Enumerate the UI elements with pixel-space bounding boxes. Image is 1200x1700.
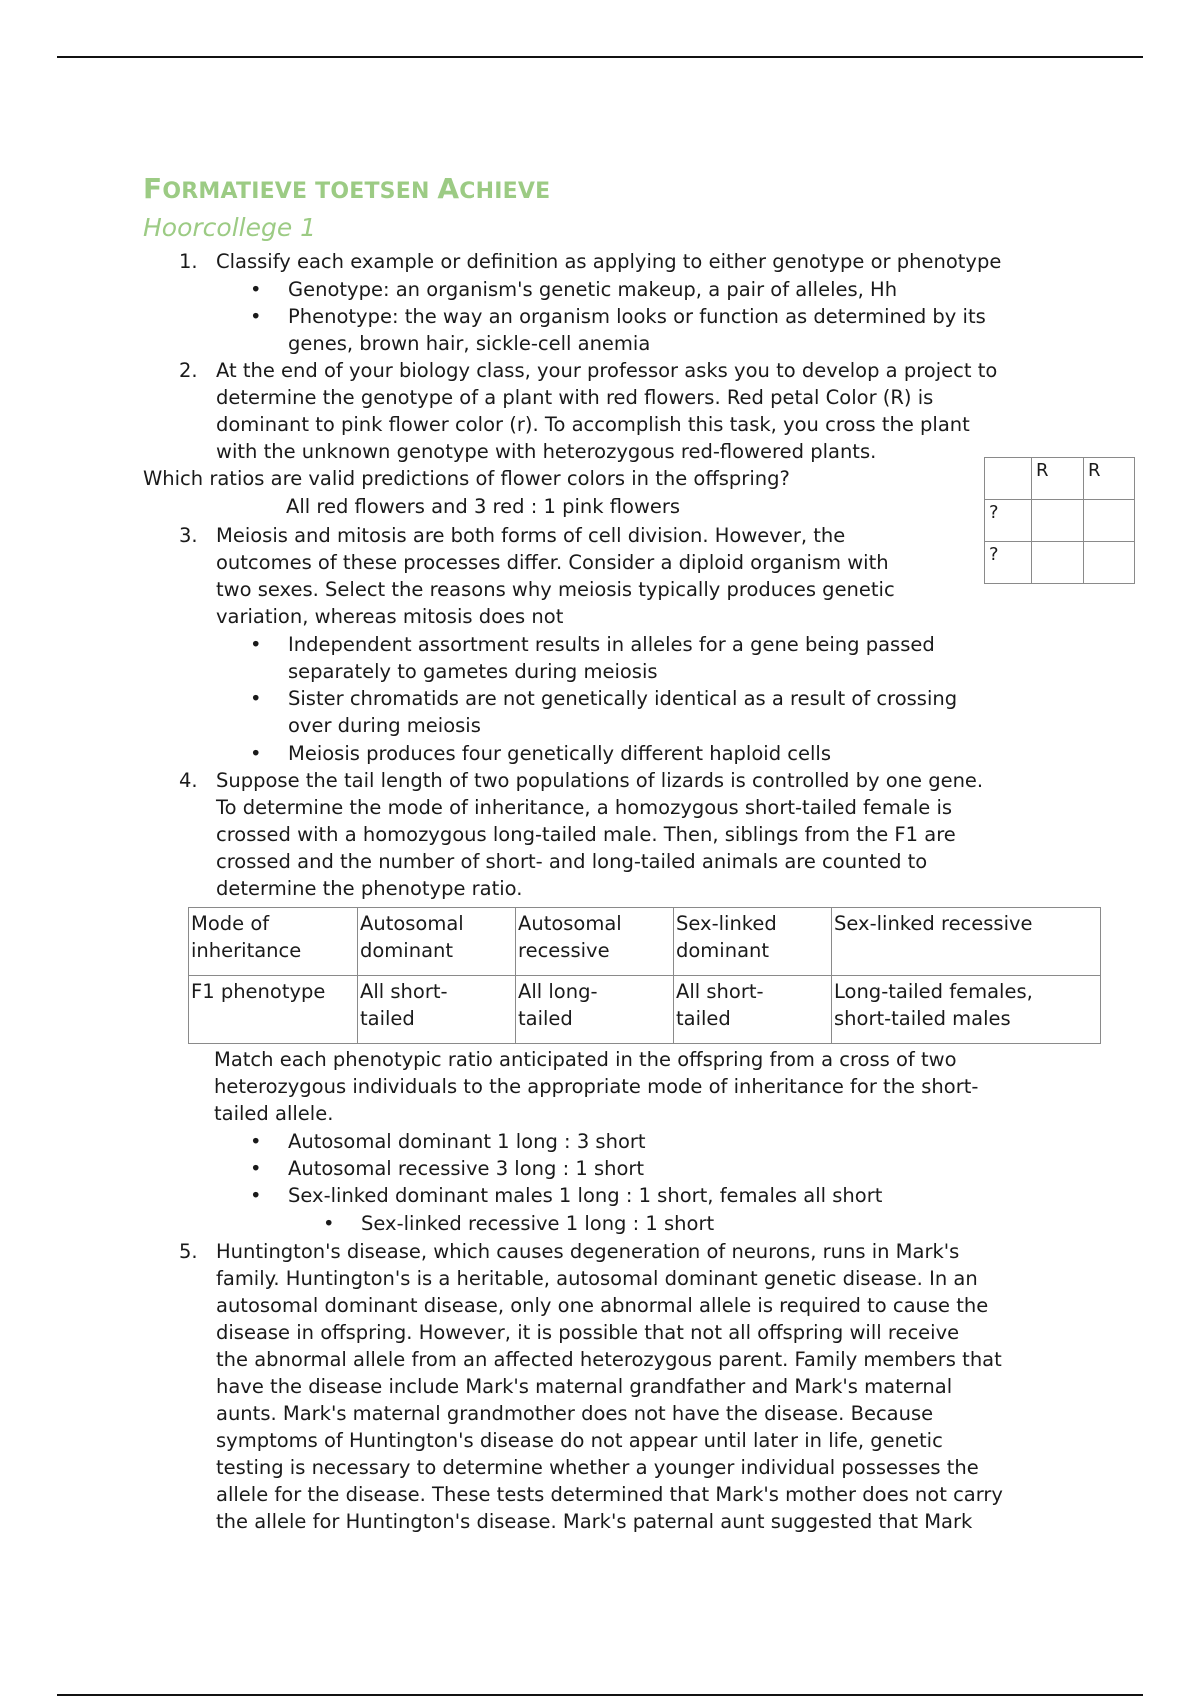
question-number: 5. — [179, 1240, 198, 1263]
question-text: variation, whereas mitosis does not — [216, 605, 564, 628]
table-row — [189, 976, 1101, 1044]
bullet-icon: • — [250, 278, 262, 301]
table-cell — [1032, 500, 1084, 542]
table-header-cell: Autosomal dominant — [358, 908, 516, 976]
question-text: the allele for Huntington's disease. Mark's paternal aunt suggested that Mark — [216, 1510, 973, 1533]
bottom-rule — [57, 1694, 1143, 1696]
list-item-continued: genes, brown hair, sickle-cell anemia — [288, 332, 651, 355]
list-item: Meiosis produces four genetically different haploid cells — [288, 742, 831, 765]
list-item: Sex-linked recessive 1 long : 1 short — [361, 1212, 715, 1235]
question-text: At the end of your biology class, your professor asks you to develop a project to — [216, 359, 998, 382]
table-cell: All short- tailed — [674, 976, 832, 1044]
bullet-icon: • — [250, 687, 262, 710]
list-item: Autosomal dominant 1 long : 3 short — [288, 1130, 646, 1153]
question-text: dominant to pink flower color (r). To accomplish this task, you cross the plant — [216, 413, 970, 436]
table-cell: R — [1084, 458, 1135, 500]
question-number: 1. — [179, 250, 198, 273]
table-cell: Long-tailed females, short-tailed males — [832, 976, 1101, 1044]
question-text: aunts. Mark's maternal grandmother does not have the disease. Because — [216, 1402, 934, 1425]
question-text: with the unknown genotype with heterozygous red-flowered plants. — [216, 440, 877, 463]
list-item: Phenotype: the way an organism looks or function as determined by its — [288, 305, 986, 328]
question-text: disease in offspring. However, it is possible that not all offspring will receive — [216, 1321, 960, 1344]
table-cell: ? — [985, 500, 1032, 542]
question-text: determine the phenotype ratio. — [216, 877, 523, 900]
question-number: 4. — [179, 769, 198, 792]
question-text: the abnormal allele from an affected heterozygous parent. Family members that — [216, 1348, 1002, 1371]
table-header-cell: Sex-linked dominant — [674, 908, 832, 976]
list-item: Genotype: an organism's genetic makeup, a pair of alleles, Hh — [288, 278, 898, 301]
bullet-icon: • — [250, 633, 262, 656]
bullet-icon: • — [250, 742, 262, 765]
table-header-cell: Mode of inheritance — [189, 908, 358, 976]
table-row — [985, 500, 1135, 542]
table-cell: F1 phenotype — [189, 976, 358, 1044]
question-text: testing is necessary to determine whether a younger individual possesses the — [216, 1456, 979, 1479]
punnett-square — [984, 457, 1135, 584]
list-item-continued: over during meiosis — [288, 714, 481, 737]
question-text: autosomal dominant disease, only one abnormal allele is required to cause the — [216, 1294, 989, 1317]
question-prompt: Which ratios are valid predictions of flower colors in the offspring? — [143, 467, 790, 490]
page-title: FORMATIEVE TOETSEN ACHIEVE — [143, 172, 551, 205]
table-row — [189, 908, 1101, 976]
bullet-icon: • — [250, 1157, 262, 1180]
question-text: Match each phenotypic ratio anticipated in the offspring from a cross of two — [214, 1048, 957, 1071]
question-text: Classify each example or definition as applying to either genotype or phenotype — [216, 250, 1002, 273]
question-text: outcomes of these processes differ. Consider a diploid organism with — [216, 551, 889, 574]
section-heading: Hoorcollege 1 — [143, 213, 317, 242]
table-cell — [1084, 500, 1135, 542]
question-text: Suppose the tail length of two populations of lizards is controlled by one gene. — [216, 769, 984, 792]
question-text: Huntington's disease, which causes degeneration of neurons, runs in Mark's — [216, 1240, 960, 1263]
table-header-cell: Autosomal recessive — [516, 908, 674, 976]
question-text: symptoms of Huntington's disease do not appear until later in life, genetic — [216, 1429, 943, 1452]
question-text: have the disease include Mark's maternal grandfather and Mark's maternal — [216, 1375, 953, 1398]
question-text: Meiosis and mitosis are both forms of cell division. However, the — [216, 524, 846, 547]
table-cell: All short- tailed — [358, 976, 516, 1044]
list-item-continued: separately to gametes during meiosis — [288, 660, 658, 683]
bullet-icon: • — [250, 1130, 262, 1153]
bullet-icon: • — [250, 305, 262, 328]
answer-text: All red flowers and 3 red : 1 pink flowers — [286, 495, 681, 518]
table-cell: All long- tailed — [516, 976, 674, 1044]
question-number: 3. — [179, 524, 198, 547]
bullet-icon: • — [323, 1212, 335, 1235]
table-cell: R — [1032, 458, 1084, 500]
question-text: family. Huntington's is a heritable, autosomal dominant genetic disease. In an — [216, 1267, 978, 1290]
table-cell — [985, 458, 1032, 500]
question-text: heterozygous individuals to the appropriate mode of inheritance for the short- — [214, 1075, 979, 1098]
table-row — [985, 458, 1135, 500]
table-cell — [1032, 542, 1084, 584]
table-cell — [1084, 542, 1135, 584]
question-text: To determine the mode of inheritance, a homozygous short-tailed female is — [216, 796, 953, 819]
table-header-cell: Sex-linked recessive — [832, 908, 1101, 976]
table-row — [985, 542, 1135, 584]
bullet-icon: • — [250, 1184, 262, 1207]
list-item: Sister chromatids are not genetically identical as a result of crossing — [288, 687, 958, 710]
question-number: 2. — [179, 359, 198, 382]
question-text: tailed allele. — [214, 1102, 334, 1125]
question-text: allele for the disease. These tests determined that Mark's mother does not carry — [216, 1483, 1003, 1506]
table-cell: ? — [985, 542, 1032, 584]
question-text: determine the genotype of a plant with red flowers. Red petal Color (R) is — [216, 386, 934, 409]
inheritance-table — [188, 907, 1101, 1044]
question-text: two sexes. Select the reasons why meiosis typically produces genetic — [216, 578, 895, 601]
list-item: Autosomal recessive 3 long : 1 short — [288, 1157, 645, 1180]
top-rule — [57, 56, 1143, 58]
question-text: crossed with a homozygous long-tailed male. Then, siblings from the F1 are — [216, 823, 956, 846]
list-item: Independent assortment results in alleles for a gene being passed — [288, 633, 935, 656]
question-text: crossed and the number of short- and long-tailed animals are counted to — [216, 850, 928, 873]
list-item: Sex-linked dominant males 1 long : 1 short, females all short — [288, 1184, 883, 1207]
